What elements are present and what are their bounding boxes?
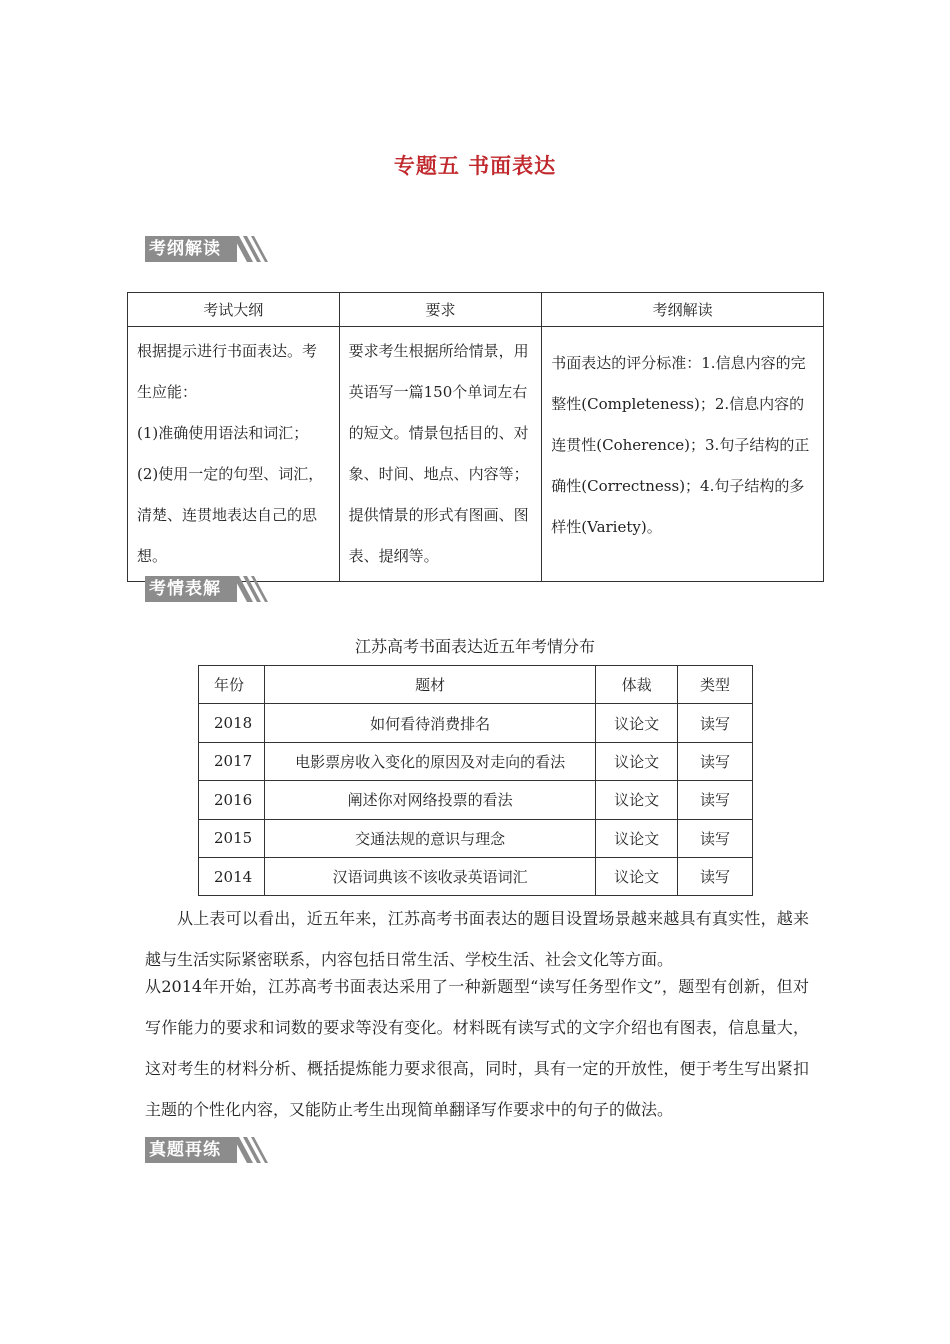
topic-cell: 电影票房收入变化的原因及对走向的看法 [264, 742, 595, 780]
outline-cell-interpretation: 书面表达的评分标准：1.信息内容的完整性(Completeness)；2.信息内容的连贯性(Coherence)；3.句子结构的正确性(Correctness)；4.句子结构的多样性(Variety)。 [542, 327, 824, 582]
table-row [199, 857, 753, 895]
type-cell: 读写 [678, 819, 753, 857]
exam-table [198, 665, 753, 896]
genre-cell: 议论文 [596, 742, 678, 780]
exam-header-topic: 题材 [264, 666, 595, 704]
type-cell: 读写 [678, 857, 753, 895]
stripes-icon [231, 573, 275, 605]
stripes-icon [231, 1134, 275, 1166]
outline-cell-requirements: 要求考生根据所给情景，用英语写一篇150个单词左右的短文。情景包括目的、对象、时间、地点、内容等；提供情景的形式有图画、图表、提纲等。 [339, 327, 542, 582]
type-cell: 读写 [678, 704, 753, 742]
page-title: 专题五 书面表达 [393, 154, 557, 178]
genre-cell: 议论文 [596, 704, 678, 742]
exam-header-type: 类型 [678, 666, 753, 704]
syllabus-line: (2)使用一定的句型、词汇，清楚、连贯地表达自己的思想。 [137, 465, 324, 565]
table-caption: 江苏高考书面表达近五年考情分布 [354, 637, 595, 656]
section-tag-outline [145, 233, 275, 265]
type-cell: 读写 [678, 742, 753, 780]
section-tag-label: 考纲解读 [145, 236, 237, 262]
syllabus-line: (1)准确使用语法和词汇； [137, 424, 309, 442]
section-tag-label: 考情表解 [145, 576, 237, 602]
year-cell: 2016 [199, 781, 265, 819]
table-row [199, 742, 753, 780]
topic-cell: 如何看待消费排名 [264, 704, 595, 742]
type-cell: 读写 [678, 781, 753, 819]
genre-cell: 议论文 [596, 819, 678, 857]
analysis-paragraph-2: 从2014年开始，江苏高考书面表达采用了一种新题型“读写任务型作文”，题型有创新，但对写作能力的要求和词数的要求等没有变化。材料既有读写式的文字介绍也有图表，信息量大，这对考生的材料分析、概括提炼能力要求很高，同时，具有一定的开放性，便于考生写出紧扣主题的个性化内容，又能防止考生出现简单翻译写作要求中的句子的做法。 [145, 977, 809, 1119]
analysis-paragraph-1: 从上表可以看出，近五年来，江苏高考书面表达的题目设置场景越来越具有真实性，越来越与生活实际紧密联系，内容包括日常生活、学校生活、社会文化等方面。 [145, 909, 809, 969]
topic-cell: 汉语词典该不该收录英语词汇 [264, 857, 595, 895]
topic-cell: 交通法规的意识与理念 [264, 819, 595, 857]
outline-cell-syllabus [128, 327, 340, 582]
table-row [199, 704, 753, 742]
exam-header-year: 年份 [199, 666, 265, 704]
genre-cell: 议论文 [596, 857, 678, 895]
table-row [199, 819, 753, 857]
topic-cell: 阐述你对网络投票的看法 [264, 781, 595, 819]
stripes-icon [231, 233, 275, 265]
section-tag-label: 真题再练 [145, 1137, 237, 1163]
year-cell: 2018 [199, 704, 265, 742]
outline-header-interpretation: 考纲解读 [542, 293, 824, 327]
section-tag-practice [145, 1134, 275, 1166]
year-cell: 2017 [199, 742, 265, 780]
outline-header-syllabus: 考试大纲 [128, 293, 340, 327]
table-row [199, 781, 753, 819]
syllabus-line: 根据提示进行书面表达。考生应能： [137, 342, 318, 401]
outline-header-requirements: 要求 [339, 293, 542, 327]
section-tag-situation [145, 573, 275, 605]
year-cell: 2014 [199, 857, 265, 895]
genre-cell: 议论文 [596, 781, 678, 819]
year-cell: 2015 [199, 819, 265, 857]
exam-header-genre: 体裁 [596, 666, 678, 704]
outline-table [127, 292, 824, 582]
